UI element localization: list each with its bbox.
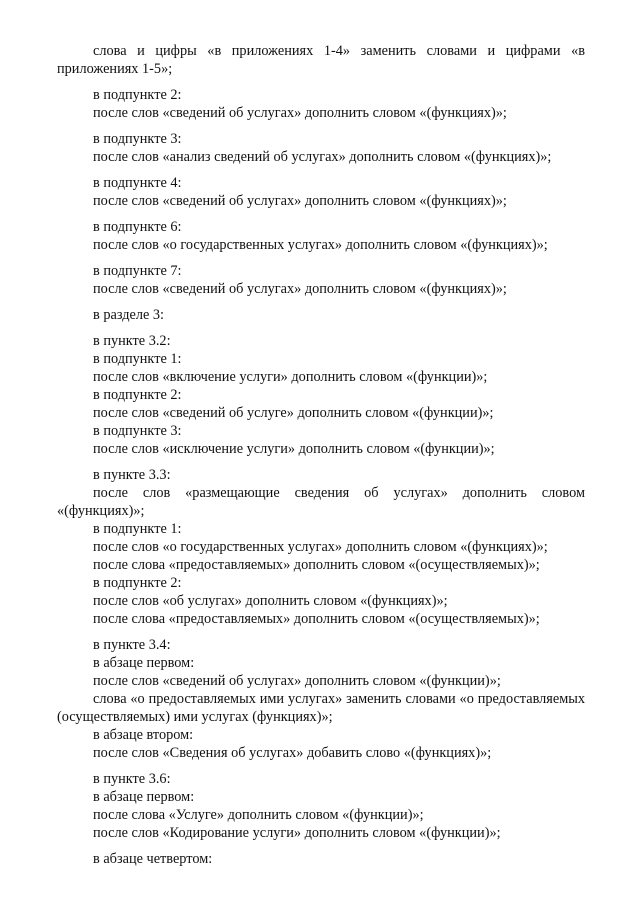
paragraph-line: после слов «сведений об услугах» дополнить словом «(функциях)»; (93, 281, 507, 297)
paragraph-line: в абзаце первом: (93, 655, 195, 671)
paragraph-line: в пункте 3.2: (93, 333, 171, 349)
paragraph-line: в подпункте 6: (93, 219, 182, 235)
paragraph-line: в подпункте 1: (93, 351, 182, 367)
paragraph-group-section-3 (57, 306, 585, 324)
paragraph-line: после слов «включение услуги» дополнить словом «(функции)»; (93, 369, 488, 385)
paragraph-line: после слова «Услуге» дополнить словом «(функции)»; (93, 807, 424, 823)
paragraph-group-point-3-3 (57, 466, 585, 628)
paragraph-line: после слов «о государственных услугах» дополнить словом «(функциях)»; (93, 539, 548, 555)
paragraph-line: после слов «сведений об услуге» дополнить словом «(функции)»; (93, 405, 494, 421)
paragraph-line: в пункте 3.6: (93, 771, 171, 787)
paragraph-line: в подпункте 7: (93, 263, 182, 279)
paragraph-group-subpoint-4 (57, 174, 585, 210)
paragraph-line: в подпункте 2: (93, 387, 182, 403)
paragraph-line: в абзаце первом: (93, 789, 195, 805)
paragraph-group-point-3-2 (57, 332, 585, 458)
paragraph-line: в абзаце четвертом: (93, 851, 213, 867)
paragraph-line: после слов «об услугах» дополнить словом «(функциях)»; (93, 593, 448, 609)
paragraph-line: после слов «анализ сведений об услугах» дополнить словом «(функциях)»; (93, 149, 552, 165)
paragraph-line: в подпункте 3: (93, 131, 182, 147)
paragraph-line: после слов «исключение услуги» дополнить словом «(функции)»; (93, 441, 495, 457)
paragraph-line: после слов «сведений об услугах» дополнить словом «(функции)»; (93, 673, 501, 689)
document-page (57, 42, 585, 876)
paragraph-group-point-3-4 (57, 636, 585, 762)
paragraph-line: в разделе 3: (93, 307, 165, 323)
paragraph-line: в подпункте 4: (93, 175, 182, 191)
paragraph-group-paragraph-4 (57, 850, 585, 868)
paragraph-line: после слов «о государственных услугах» дополнить словом «(функциях)»; (93, 237, 548, 253)
paragraph-line: в подпункте 2: (93, 87, 182, 103)
paragraph-line: после слов «Кодирование услуги» дополнить словом «(функции)»; (93, 825, 501, 841)
paragraph-group-subpoint-2 (57, 86, 585, 122)
paragraph-group-subpoint-6 (57, 218, 585, 254)
paragraph-line: в пункте 3.4: (93, 637, 171, 653)
paragraph-line: после слова «предоставляемых» дополнить словом «(осуществляемых)»; (93, 611, 540, 627)
paragraph-line: слова и цифры «в приложениях 1-4» заменить словами и цифрами «в приложениях 1-5»; (57, 43, 585, 77)
paragraph-line: после слов «сведений об услугах» дополнить словом «(функциях)»; (93, 193, 507, 209)
paragraph-group-subpoint-3 (57, 130, 585, 166)
paragraph-line: после слов «размещающие сведения об услугах» дополнить словом «(функциях)»; (57, 485, 585, 519)
paragraph-line: в подпункте 2: (93, 575, 182, 591)
paragraph-line: слова «о предоставляемых ими услугах» заменить словами «о предоставляемых (осуществляемых) ими услугах (функциях)»; (57, 691, 585, 725)
paragraph-line: в подпункте 3: (93, 423, 182, 439)
paragraph-group-point-3-6 (57, 770, 585, 842)
paragraph-line: после слов «Сведения об услугах» добавить слово «(функциях)»; (93, 745, 492, 761)
paragraph-group-subpoint-7 (57, 262, 585, 298)
paragraph-line: после слова «предоставляемых» дополнить словом «(осуществляемых)»; (93, 557, 540, 573)
paragraph-line: после слов «сведений об услугах» дополнить словом «(функциях)»; (93, 105, 507, 121)
paragraph-line: в пункте 3.3: (93, 467, 171, 483)
paragraph-line: в подпункте 1: (93, 521, 182, 537)
paragraph-group-1 (57, 42, 585, 78)
paragraph-line: в абзаце втором: (93, 727, 194, 743)
